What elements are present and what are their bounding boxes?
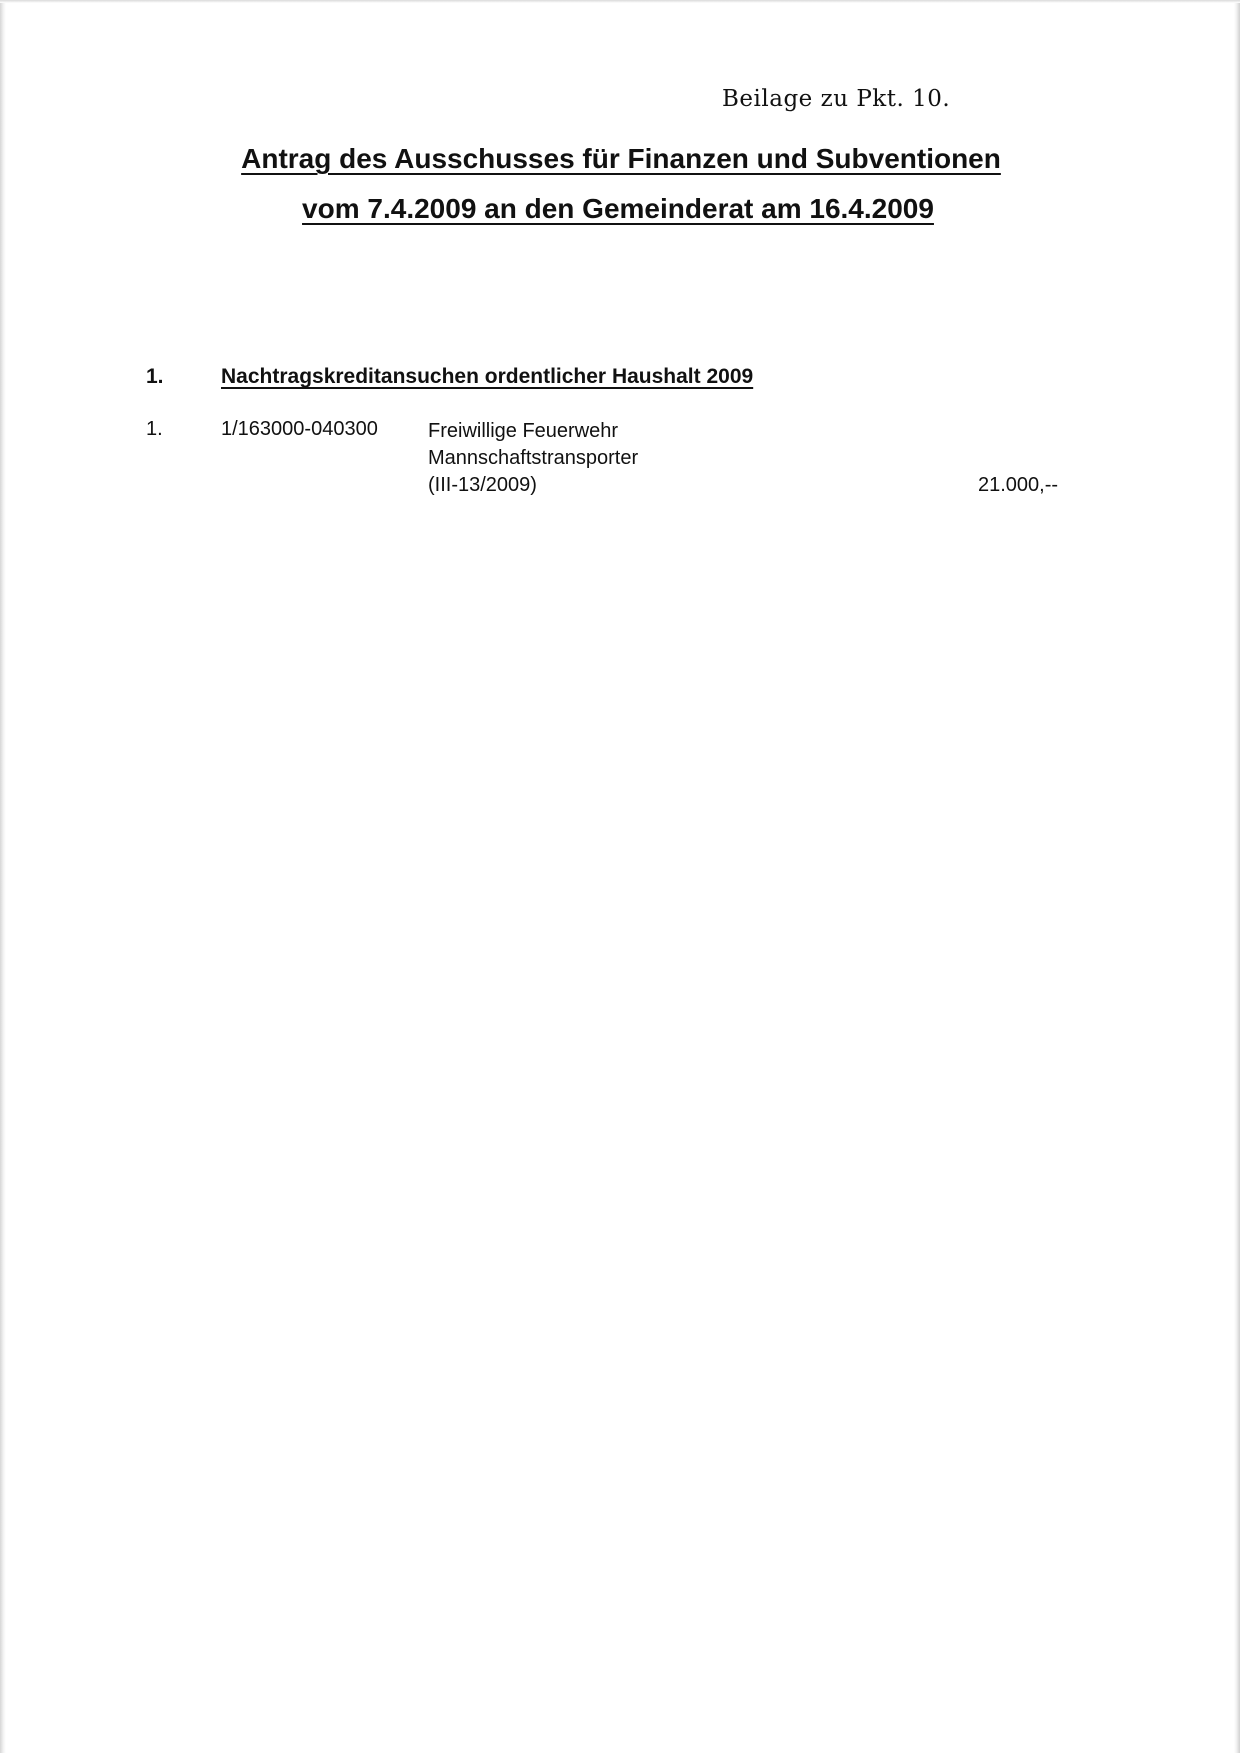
section-heading: Nachtragskreditansuchen ordentlicher Haushalt 2009: [221, 365, 754, 388]
document-title-line-1: Antrag des Ausschusses für Finanzen und Subventionen: [241, 143, 1001, 174]
item-amount: 21.000,--: [978, 474, 1059, 496]
scan-edge-top: [0, 0, 1240, 3]
item-number: 1.: [146, 418, 163, 440]
item-description: [428, 418, 638, 499]
document-title-line-2: vom 7.4.2009 an den Gemeinderat am 16.4.2009: [302, 193, 934, 224]
scan-edge-left: [0, 0, 6, 1753]
scan-edge-right: [1234, 0, 1240, 1753]
credit-item: [0, 418, 1240, 508]
item-description-line: Freiwillige Feuerwehr: [428, 420, 619, 442]
attachment-note: Beilage zu Pkt. 10.: [722, 86, 951, 112]
item-description-line: Mannschaftstransporter: [428, 447, 639, 469]
section-number: 1.: [146, 365, 164, 388]
item-account-code: 1/163000-040300: [221, 418, 378, 440]
item-description-line: (III-13/2009): [428, 474, 537, 496]
